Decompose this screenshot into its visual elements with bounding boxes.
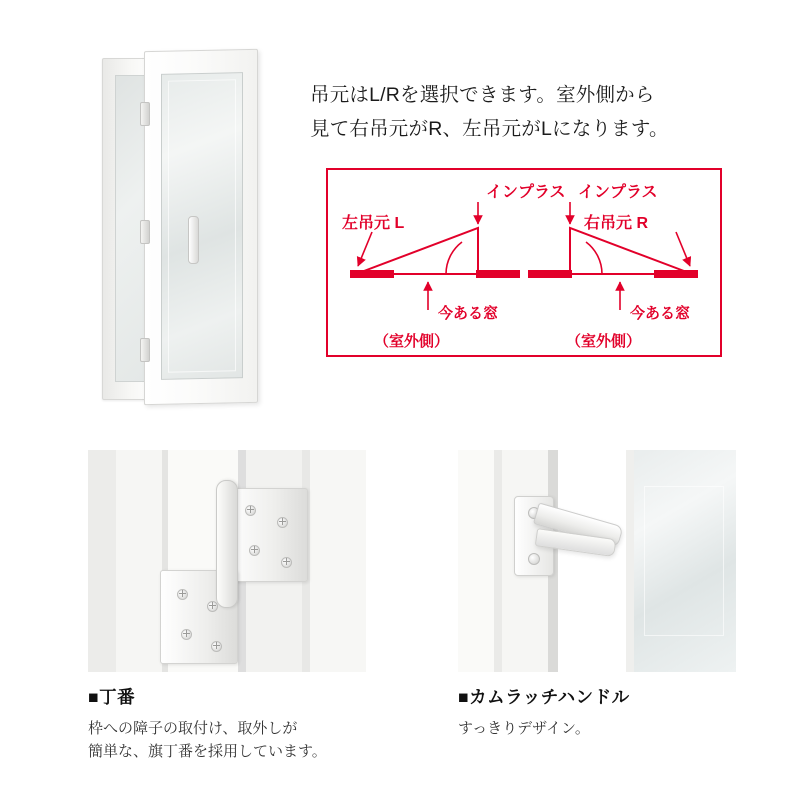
feature-hinge-title: ■丁番 [88, 687, 136, 707]
feature-section [0, 440, 800, 800]
diagram-right-hinge-label: 右吊元 R [584, 215, 649, 232]
screw-icon [181, 629, 192, 640]
heading-line-1: 吊元はL/Rを選択できます。室外側から [310, 84, 655, 106]
feature-card-hinge [88, 450, 366, 763]
feature-handle-title: ■カムラッチハンドル [458, 687, 630, 707]
door-handle [188, 216, 199, 264]
screw-icon [245, 505, 256, 516]
diagram-right-side-label: （室外側） [566, 333, 642, 350]
feature-card-handle [458, 450, 736, 740]
feature-handle-body [458, 717, 736, 740]
screw-icon [528, 553, 540, 565]
door-hinge-top [140, 102, 150, 126]
diagram-left-existing-window-label: 今ある窓 [438, 305, 499, 322]
feature-hinge-body [88, 717, 366, 764]
hinge-side-diagram-svg [328, 170, 720, 355]
feature-hinge-body-line-2: 簡単な、旗丁番を採用しています。 [88, 743, 327, 760]
door-hinge-middle [140, 220, 150, 244]
hinge-side-diagram [326, 168, 722, 357]
screw-icon [281, 557, 292, 568]
diagram-right-existing-window-label: 今ある窓 [630, 305, 691, 322]
page-heading [310, 78, 772, 146]
screw-icon [177, 589, 188, 600]
feature-hinge-body-line-1: 枠への障子の取付け、取外しが [88, 719, 298, 737]
feature-handle-body-line-1: すっきりデザイン。 [458, 719, 590, 737]
door-glass [161, 72, 243, 380]
diagram-left-hinge-label: 左吊元 L [342, 215, 405, 232]
handle-photo [458, 450, 736, 672]
screw-icon [277, 517, 288, 528]
door-hinge-bottom [140, 338, 150, 362]
screw-icon [211, 641, 222, 652]
hinge-photo [88, 450, 366, 672]
hinge-plate-upper [226, 488, 308, 582]
hinge-knuckle [216, 480, 238, 608]
door-panel [144, 49, 258, 405]
diagram-left-side-label: （室外側） [374, 333, 450, 350]
diagram-left-product-label: インプラス [486, 184, 566, 201]
screw-icon [249, 545, 260, 556]
door-product-image [88, 48, 288, 408]
diagram-right-product-label: インプラス [578, 184, 658, 201]
window-glass-pane [634, 450, 736, 672]
heading-line-2: 見て右吊元がR、左吊元がLになります。 [310, 118, 669, 141]
